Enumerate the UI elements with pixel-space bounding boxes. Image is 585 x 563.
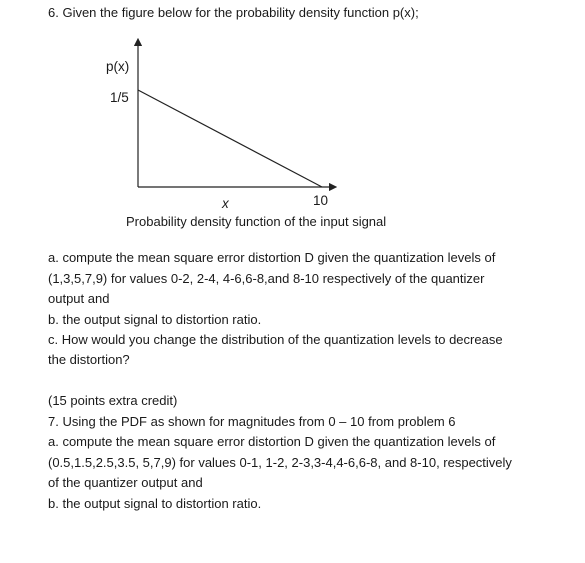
q6-part-a-line-2: (1,3,5,7,9) for values 0-2, 2-4, 4-6,6-8,and 8-10 respectively of the quantizer [48,271,485,286]
q7-part-b: b. the output signal to distortion ratio. [48,496,262,511]
q6-part-c-line-1: c. How would you change the distribution of the quantization levels to decrease [48,332,503,347]
q6-part-a-line-3: output and [48,291,110,306]
q6-part-a-line-1: a. compute the mean square error distortion D given the quantization levels of [48,250,496,265]
x-tick-label: 10 [313,193,329,208]
q7-part-a-line-3: of the quantizer output and [48,475,203,490]
question-6-heading: 6. Given the figure below for the probability density function p(x); [48,5,419,20]
figure-caption: Probability density function of the input signal [126,214,387,229]
q6-part-c-line-2: the distortion? [48,352,130,367]
x-axis-label: x [222,196,229,211]
y-tick-label: 1/5 [110,90,129,105]
q7-part-a-line-2: (0.5,1.5,2.5,3.5, 5,7,9) for values 0-1, 1-2, 2-3,3-4,4-6,6-8, and 8-10, respectively [48,455,512,470]
pdf-line [138,90,322,187]
q7-extra-credit: (15 points extra credit) [48,393,178,408]
q7-part-a-line-1: a. compute the mean square error distortion D given the quantization levels of [48,434,496,449]
y-axis-label: p(x) [106,59,130,74]
q6-part-b: b. the output signal to distortion ratio. [48,312,262,327]
question-7-heading: 7. Using the PDF as shown for magnitudes from 0 – 10 from problem 6 [48,414,456,429]
